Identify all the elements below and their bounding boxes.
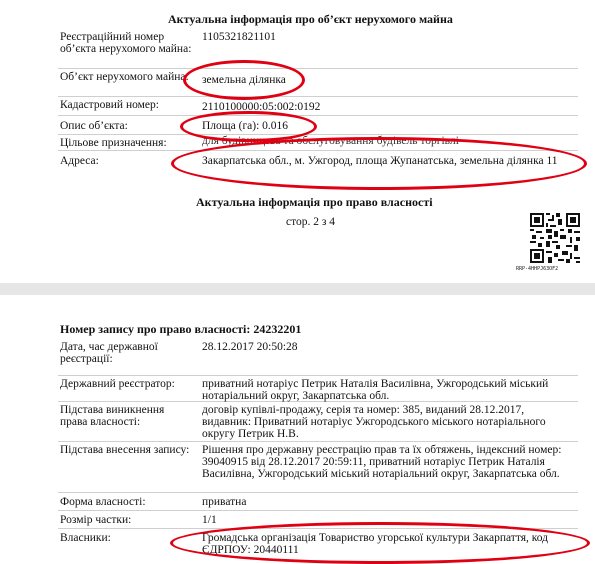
row-address: [58, 151, 578, 181]
row-share-size: [58, 511, 578, 529]
row-label: Опис об’єкта:: [60, 120, 128, 132]
row-owners: [58, 529, 578, 559]
row-value: приватна: [202, 496, 247, 508]
row-label: Власники:: [60, 532, 111, 544]
row-label: Розмір частки:: [60, 514, 132, 526]
row-value: Рішення про державну реєстрацію прав та їх обтяжень, індексний номер: 39040915 від 28.12.2017 20:59:11, приватний нотаріус Петрик Наталія Василівна, Ужгородський міський нотаріальний округ, Закарпатська обл.: [202, 444, 562, 480]
row-value: договір купівлі-продажу, серія та номер: 385, виданий 28.12.2017, видавник: Приватний нотаріус Ужгородського міського нотаріального округу Петрик Н.В.: [202, 404, 546, 440]
row-entry-basis: [58, 442, 578, 493]
row-purpose: [58, 135, 578, 151]
row-label: Адреса:: [60, 155, 99, 167]
row-value: приватний нотаріус Петрик Наталія Василівна, Ужгородський міський нотаріальний округ, Закарпатська обл.: [202, 378, 549, 402]
row-ownership-basis: [58, 402, 578, 442]
row-registration-datetime: [58, 339, 578, 376]
page-separator: [0, 283, 595, 295]
row-value-clipped: [202, 135, 562, 147]
row-value: 2110100000:05:002:0192: [202, 101, 321, 113]
row-value: Громадська організація Товариство угорської культури Закарпаття, код ЄДРПОУ: 20440111: [202, 532, 549, 556]
row-label: Державний реєстратор:: [60, 378, 175, 390]
row-value: Площа (га): 0.016: [202, 120, 289, 132]
section-title-ownership: Актуальна інформація про право власності: [196, 195, 433, 209]
row-value: 1/1: [202, 514, 217, 526]
row-label: Підстава виникнення права власності:: [60, 404, 165, 428]
qr-code-icon: [530, 213, 580, 263]
row-registration-number: [58, 29, 578, 69]
row-value: Закарпатська обл., м. Ужгород, площа Жупанатська, земельна ділянка 11: [202, 155, 558, 167]
row-object-type: [58, 69, 578, 97]
row-object-description: [58, 116, 578, 135]
row-label: Підстава внесення запису:: [60, 444, 190, 456]
qr-caption: RRP-4HHPJ63OF2: [516, 266, 559, 272]
row-value: земельна ділянка: [202, 74, 286, 86]
page-number: стор. 2 з 4: [286, 216, 336, 228]
row-ownership-form: [58, 493, 578, 511]
section-title-object: Актуальна інформація про об’єкт нерухомого майна: [168, 12, 453, 26]
row-value: 28.12.2017 20:50:28: [202, 341, 298, 353]
row-cadastral-number: [58, 97, 578, 116]
record-number-title: Номер запису про право власності: 24232201: [60, 322, 302, 336]
row-label: Кадастровий номер:: [60, 99, 159, 111]
row-label: Цільове призначення:: [60, 137, 167, 149]
row-label: Об’єкт нерухомого майна:: [60, 71, 189, 83]
row-registrar: [58, 376, 578, 402]
row-label: Дата, час державної реєстрації:: [60, 341, 158, 365]
row-label: Форма власності:: [60, 496, 146, 508]
document-page-bottom: [0, 295, 595, 561]
row-label: Реєстраційний номер об’єкта нерухомого майна:: [60, 31, 192, 55]
row-value: для будівництва та обслуговування будівель торгівлі: [202, 135, 459, 147]
row-value: 1105321821101: [202, 31, 276, 43]
